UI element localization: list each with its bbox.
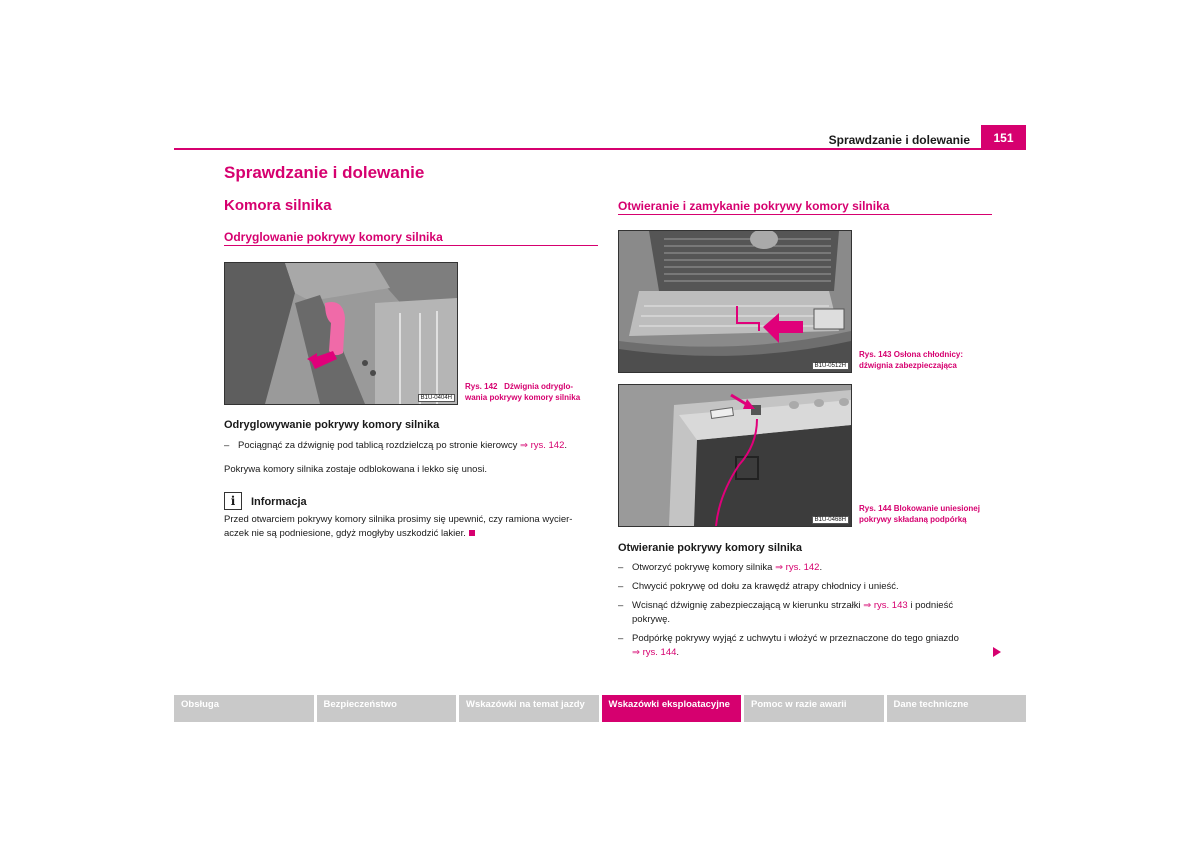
unlock-step-1-ref[interactable]: ⇒ rys. 142 (519, 440, 565, 451)
header-rule (174, 148, 1026, 150)
figure-143-caption-line1: Rys. 143 Osłona chłodnicy: (859, 350, 964, 359)
open-step-4-ref[interactable]: ⇒ rys. 144 (632, 647, 677, 658)
figure-143-illustration (619, 231, 851, 372)
figure-142 (224, 262, 458, 405)
open-step-4: – Podpórkę pokrywy wyjąć z uchwytu i włożyć w przeznaczone do tego gniazdo ⇒ rys. 144. (618, 633, 959, 658)
open-step-1-ref[interactable]: ⇒ rys. 142 (775, 562, 820, 573)
open-step-3-text-a: Wcisnąć dźwignię zabezpieczającą w kierunku strzałki (632, 600, 861, 611)
nav-tab-bezpieczenstwo[interactable]: Bezpieczeństwo (317, 695, 457, 722)
right-subsection-title: Otwieranie i zamykanie pokrywy komory silnika (618, 199, 890, 213)
open-heading: Otwieranie pokrywy komory silnika (618, 542, 803, 554)
info-text-line1: Przed otwarciem pokrywy komory silnika prosimy się upewnić, czy ramiona wycier- (224, 514, 573, 525)
open-step-4-text: Podpórkę pokrywy wyjąć z uchwytu i włożyć w przeznaczone do tego gniazdo (632, 633, 959, 644)
figure-144 (618, 384, 852, 527)
open-step-1-text: Otworzyć pokrywę komory silnika (632, 562, 773, 573)
figure-143-caption (859, 349, 963, 371)
open-step-3-text-b: i podnieść (910, 600, 954, 611)
unlock-paragraph: Pokrywa komory silnika zostaje odblokowana i lekko się unosi. (224, 464, 487, 475)
open-step-3-text-c: pokrywę. (632, 614, 671, 625)
left-subsection-title: Odryglowanie pokrywy komory silnika (224, 230, 443, 244)
open-step-3-ref[interactable]: ⇒ rys. 143 (863, 600, 908, 611)
figure-143-code: B1U-0512H (812, 362, 849, 370)
figure-142-illustration (225, 263, 457, 404)
open-step-2-text: Chwycić pokrywę od dołu za krawędź atrapy chłodnicy i unieść. (632, 581, 899, 592)
unlock-step-1-text: Pociągnąć za dźwignię pod tablicą rozdzielczą po stronie kierowcy (238, 440, 518, 451)
figure-144-code: B1U-0468H (812, 516, 849, 524)
info-text (224, 513, 598, 541)
figure-142-caption-line2: wania pokrywy komory silnika (465, 393, 581, 402)
figure-142-caption (465, 381, 580, 403)
figure-143 (618, 230, 852, 373)
section-title: Komora silnika (224, 197, 332, 214)
figure-144-illustration (619, 385, 851, 526)
running-header: Sprawdzanie i dolewanie (828, 133, 970, 147)
nav-tab-wskazowki-eksploatacyjne[interactable]: Wskazówki eksploatacyjne (602, 695, 742, 722)
figure-144-caption-line1: Rys. 144 Blokowanie uniesionej (859, 504, 980, 513)
right-subsection-rule (618, 214, 992, 215)
nav-tab-pomoc-awarii[interactable]: Pomoc w razie awarii (744, 695, 884, 722)
figure-143-caption-line2: dźwignia zabezpieczająca (859, 361, 957, 370)
left-subsection-rule (224, 245, 598, 246)
continue-arrow-icon[interactable] (993, 647, 1001, 657)
nav-tab-wskazowki-jazdy[interactable]: Wskazówki na temat jazdy (459, 695, 599, 722)
figure-142-code: B1U-0404H (418, 394, 455, 402)
figure-144-caption (859, 503, 980, 525)
page-number: 151 (981, 125, 1026, 148)
nav-tab-obsluga[interactable]: Obsługa (174, 695, 314, 722)
unlock-heading: Odryglowywanie pokrywy komory silnika (224, 419, 440, 431)
nav-tab-dane-techniczne[interactable]: Dane techniczne (887, 695, 1027, 722)
open-step-3: – Wcisnąć dźwignię zabezpieczającą w kierunku strzałki ⇒ rys. 143 i podnieść pokrywę. (618, 600, 954, 625)
main-title: Sprawdzanie i dolewanie (224, 163, 425, 182)
chapter-nav (174, 695, 1026, 722)
figure-144-caption-line2: pokrywy składaną podpórką (859, 515, 967, 524)
info-text-line2: aczek nie są podniesione, gdyż mogłyby uszkodzić lakier. (224, 528, 466, 539)
end-of-section-marker (469, 530, 475, 536)
figure-142-caption-line1: Dźwignia odryglo- (504, 382, 574, 391)
figure-142-caption-number: Rys. 142 (465, 382, 498, 391)
info-icon: i (224, 492, 242, 510)
info-title: Informacja (251, 496, 307, 508)
